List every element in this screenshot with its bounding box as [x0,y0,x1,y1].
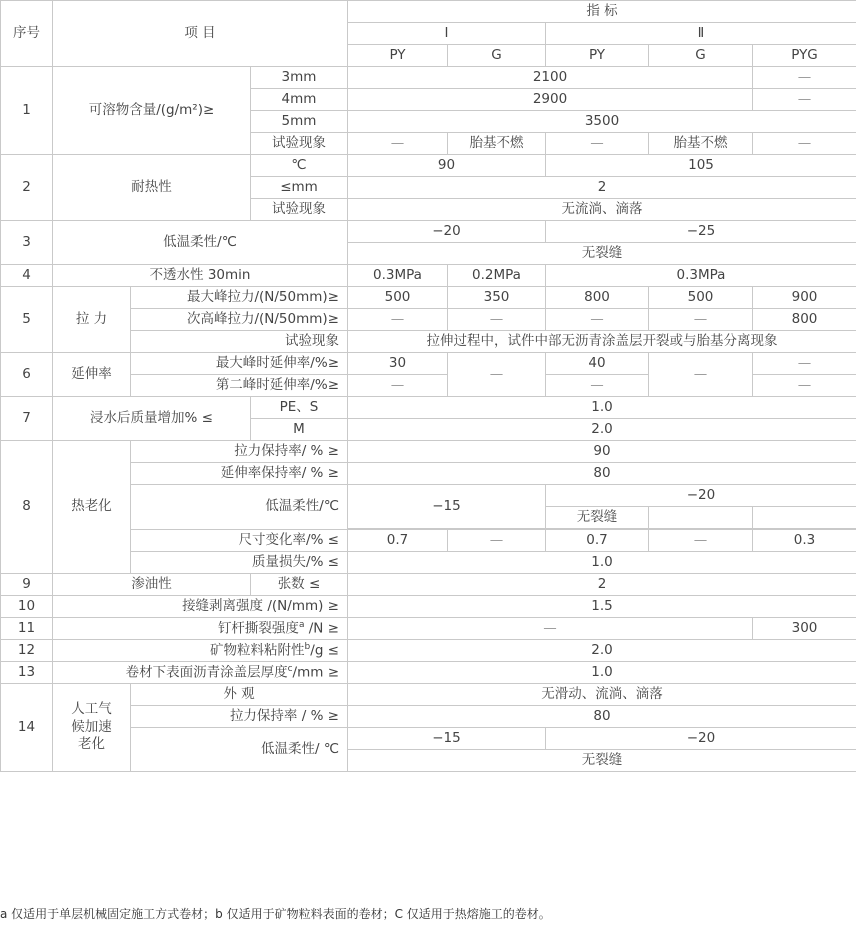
sub-item: 质量损失/% ≤ [131,552,348,574]
cell-value: 80 [348,463,856,485]
row-number: 6 [1,353,53,397]
cell-value: 90 [348,155,546,177]
cell-value: −25 [546,221,856,243]
cell-value: — [448,353,546,397]
row-name: 不透水性 30min [53,265,348,287]
table-row [1,67,856,89]
cell-value: — [348,618,753,640]
row-name: 低温柔性/℃ [53,221,348,265]
row-number: 4 [1,265,53,287]
cell-value: 0.2MPa [448,265,546,287]
header-col: PY [348,45,448,67]
cell-empty [753,507,856,529]
row-name: 热老化 [53,441,131,574]
cell-value: 无裂缝 [348,750,856,772]
table-row [1,596,856,618]
table-row [1,684,856,706]
row-number: 10 [1,596,53,618]
cell-value: — [448,309,546,331]
table-row [1,353,856,375]
cell-value: 500 [649,287,753,309]
footnote: a 仅适用于单层机械固定施工方式卷材；b 仅适用于矿物粒料表面的卷材；C 仅适用于热熔施工的卷材。 [0,907,551,921]
header-col: G [448,45,546,67]
cell-value: −20 [348,221,546,243]
header-group-1: Ⅰ [348,23,546,45]
cell-value: 2.0 [348,419,856,441]
row-name: 延伸率 [53,353,131,397]
row-name: 接缝剥离强度 /(N/mm) ≥ [53,596,348,618]
cell-value: 800 [753,309,856,331]
cell-empty [649,507,753,529]
row-name: 矿物粒料粘附性$^b$/g ≤ [53,640,348,662]
row-name: 钉杆撕裂强度$^a$ /N ≥ [53,618,348,640]
cell-value: 无流淌、滴落 [348,199,856,221]
cell-value: — [649,530,753,552]
table-row [1,155,856,177]
sub-item: 3mm [251,67,348,89]
row-name: 耐热性 [53,155,251,221]
sub-item: 5mm [251,111,348,133]
sub-item: 低温柔性/℃ [131,485,348,530]
cell-value: 80 [348,706,856,728]
row-name: 可溶物含量/(g/m²)≥ [53,67,251,155]
row-number: 7 [1,397,53,441]
cell-value: 2100 [348,67,753,89]
cell-value: 无裂缝 [348,243,856,265]
cell-value: 1.0 [348,397,856,419]
cell-value: — [546,375,649,397]
sub-item: M [251,419,348,441]
sub-item: 尺寸变化率/% ≤ [131,530,348,552]
row-number: 12 [1,640,53,662]
cell-value: 无滑动、流淌、滴落 [348,684,856,706]
table-row [1,640,856,662]
row-number: 1 [1,67,53,155]
cell-value: 800 [546,287,649,309]
cell-value: 2 [348,574,856,596]
row-name: 卷材下表面沥青涂盖层厚度$^c$/mm ≥ [53,662,348,684]
cell-value: 2900 [348,89,753,111]
table-row [1,287,856,309]
cell-value: — [753,89,856,111]
sub-item: 试验现象 [251,199,348,221]
table-row [1,662,856,684]
row-number: 8 [1,441,53,574]
cell-value: 0.3 [753,530,856,552]
sub-item: PE、S [251,397,348,419]
cell-value: 30 [348,353,448,375]
cell-value: — [448,530,546,552]
row-number: 14 [1,684,53,772]
row-number: 2 [1,155,53,221]
cell-value: −20 [546,485,856,507]
table-row [1,221,856,243]
row-name: 人工气 候加速 老化 [53,684,131,772]
cell-value: — [649,309,753,331]
cell-value: −15 [348,485,546,529]
cell-value: 300 [753,618,856,640]
row-number: 13 [1,662,53,684]
table-row [1,618,856,640]
cell-value: 1.0 [348,552,856,574]
row-number: 5 [1,287,53,353]
cell-value: 胎基不燃 [448,133,546,155]
header-col: PYG [753,45,856,67]
header-item: 项 目 [53,1,348,67]
cell-value: 90 [348,441,856,463]
cell-value: 胎基不燃 [649,133,753,155]
sub-item: 外 观 [131,684,348,706]
row-name: 浸水后质量增加% ≤ [53,397,251,441]
cell-value: — [546,309,649,331]
sub-item: 延伸率保持率/ % ≥ [131,463,348,485]
cell-value: — [348,309,448,331]
cell-value: −20 [546,728,856,750]
sub-item: ≤mm [251,177,348,199]
sub-item: 拉力保持率/ % ≥ [131,441,348,463]
cell-value: 350 [448,287,546,309]
cell-value: — [753,133,856,155]
cell-value: 拉伸过程中，试件中部无沥青涂盖层开裂或与胎基分离现象 [348,331,856,353]
cell-value: 1.0 [348,662,856,684]
table-row [1,265,856,287]
row-name: 拉 力 [53,287,131,353]
cell-value: 500 [348,287,448,309]
cell-value: 2 [348,177,856,199]
table-row [1,441,856,463]
cell-value: 0.7 [546,530,649,552]
sub-item: 最大峰拉力/(N/50mm)≥ [131,287,348,309]
table-row [1,574,856,596]
sub-item: 最大峰时延伸率/%≥ [131,353,348,375]
header-group-2: Ⅱ [546,23,856,45]
sub-item: 次高峰拉力/(N/50mm)≥ [131,309,348,331]
cell-value: — [348,375,448,397]
sub-item: 低温柔性/ ℃ [131,728,348,772]
table-row [1,397,856,419]
cell-value: 0.7 [348,530,448,552]
sub-item: ℃ [251,155,348,177]
cell-value: — [546,133,649,155]
header-col: G [649,45,753,67]
sub-item: 试验现象 [251,133,348,155]
sub-item: 4mm [251,89,348,111]
cell-value: — [348,133,448,155]
cell-value: 3500 [348,111,856,133]
cell-value: — [753,353,856,375]
header-row [1,1,856,23]
row-name: 渗油性 [53,574,251,596]
cell-value: 0.3MPa [348,265,448,287]
cell-value: 无裂缝 [546,507,649,529]
sub-item: 试验现象 [131,331,348,353]
cell-value: 1.5 [348,596,856,618]
row-number: 9 [1,574,53,596]
sub-item: 张数 ≤ [251,574,348,596]
row-number: 3 [1,221,53,265]
cell-value: 105 [546,155,856,177]
cell-value: 900 [753,287,856,309]
cell-value: — [753,375,856,397]
cell-value: — [649,353,753,397]
row-number: 11 [1,618,53,640]
header-indicator: 指 标 [348,1,856,23]
cell-value: 0.3MPa [546,265,856,287]
header-col: PY [546,45,649,67]
header-seq: 序号 [1,1,53,67]
cell-value: 40 [546,353,649,375]
sub-item: 第二峰时延伸率/%≥ [131,375,348,397]
cell-value: — [753,67,856,89]
sub-item: 拉力保持率 / % ≥ [131,706,348,728]
cell-value: 2.0 [348,640,856,662]
cell-value: −15 [348,728,546,750]
